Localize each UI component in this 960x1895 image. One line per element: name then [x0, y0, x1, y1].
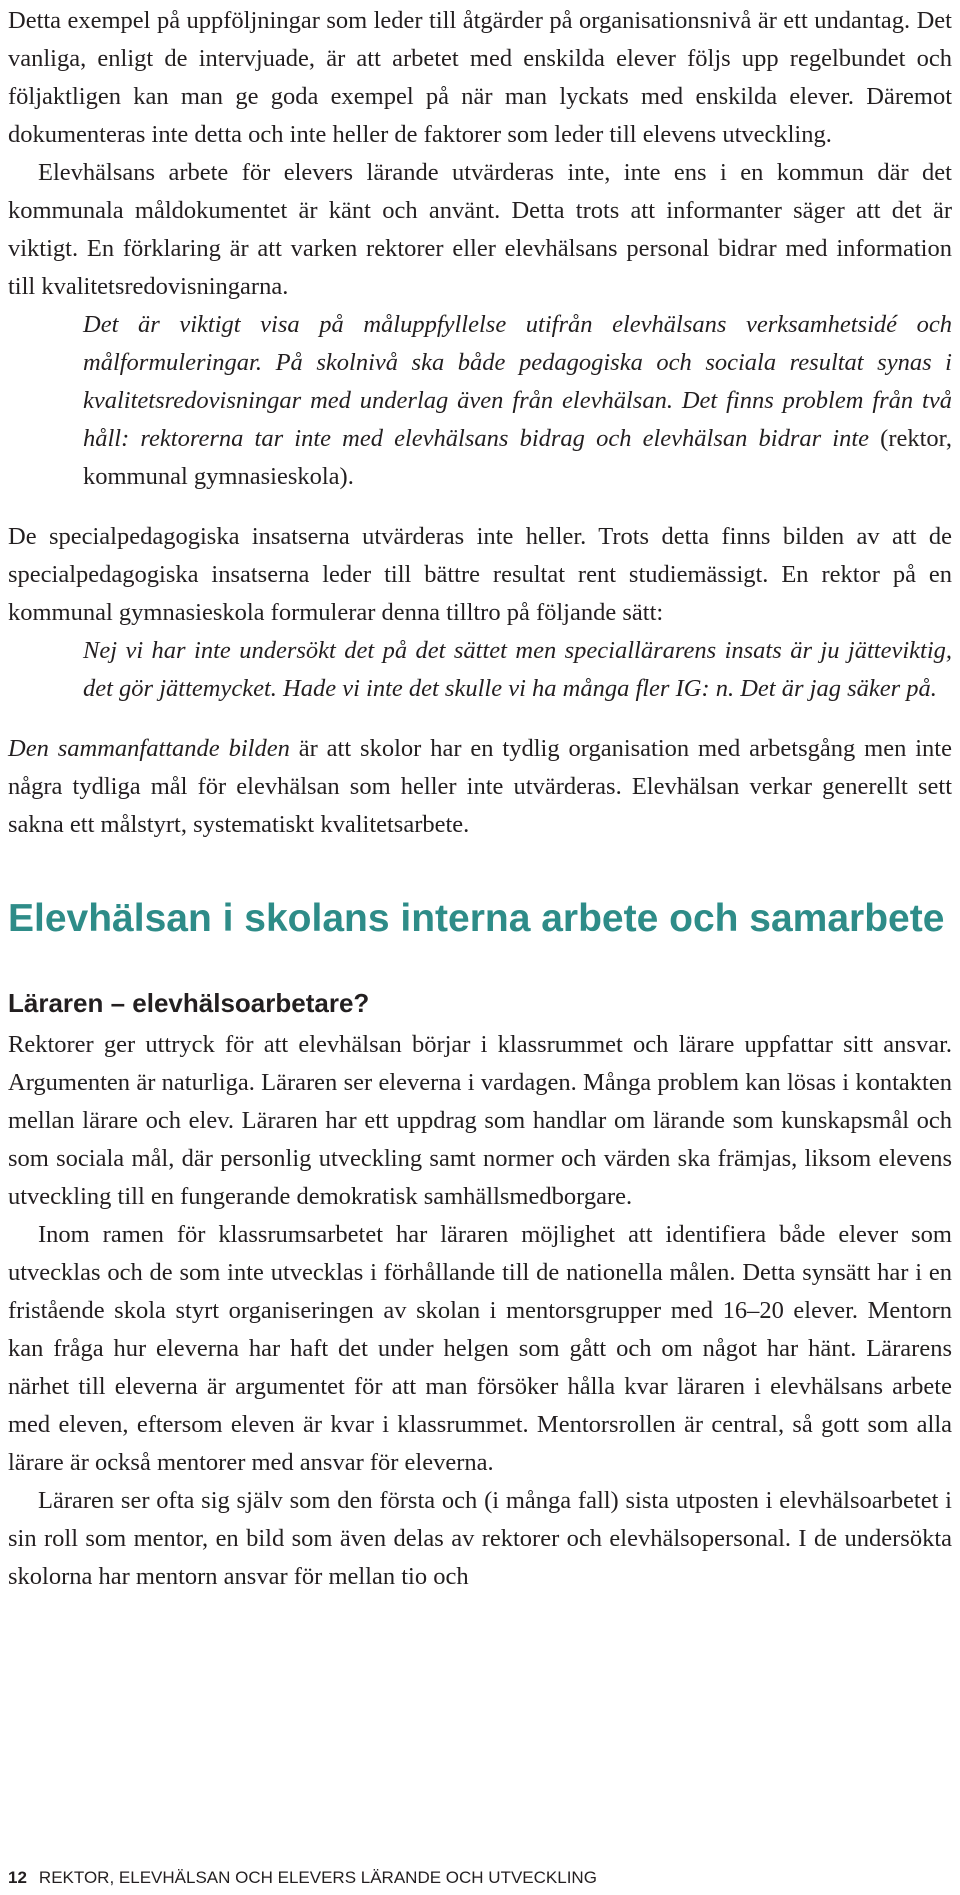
document-page [8, 0, 952, 1596]
block-quote-rektor [8, 306, 952, 496]
paragraph-special-education: De specialpedagogiska insatserna utvärderas inte heller. Trots detta finns bilden av att de specialpedagogiska insatserna leder till bättre resultat rent studiemässigt. En rektor på en kommunal gymnasieskola formulerar denna tilltro på följande sätt: [8, 523, 952, 626]
paragraph-classroom-work: Inom ramen för klassrumsarbetet har läraren möjlighet att identifiera både elever som utvecklas och de som inte utvecklas i förhållande till de nationella målen. Detta synsätt har i en fristående skola styrt organiseringen av skolan i mentorsgrupper med 16–20 elever. Mentorn kan fråga hur eleverna har haft det under helgen som gått och om något har hänt. Lärarens närhet till eleverna är argumentet för att man försöker hålla kvar läraren i elevhälsans arbete med eleven, eftersom eleven är kvar i klassrummet. Mentorsrollen är central, så gott som alla lärare är också mentorer med ansvar för eleverna. [8, 1221, 952, 1476]
summary-text: är att skolor har en tydlig organisation med arbetsgång men inte några tydliga mål för elevhälsan som heller inte utvärderas. Elevhälsan verkar generellt sett sakna ett målstyrt, systematiskt kvalitetsarbete. [8, 735, 952, 838]
page-footer [8, 1868, 597, 1888]
block-quote-special-teacher: Nej vi har inte undersökt det på det sättet men speciallärarens insats är ju jätteviktig, det gör jättemycket. Hade vi inte det skulle vi ha många fler IG: n. Det är jag säker på. [83, 637, 952, 702]
running-title: REKTOR, ELEVHÄLSAN OCH ELEVERS LÄRANDE OCH UTVECKLING [38, 1868, 597, 1887]
paragraph-followup-exception: Detta exempel på uppföljningar som leder till åtgärder på organisationsnivå är ett undantag. Det vanliga, enligt de intervjuade, är att arbetet med enskilda elever följs upp regelbundet och följaktligen kan man ge goda exempel på när man lyckats med enskilda elever. Däremot dokumenteras inte detta och inte heller de faktorer som leder till elevens utveckling. [8, 7, 952, 148]
summary-emphasis: Den sammanfattande bilden [8, 735, 290, 762]
paragraph-summary [8, 730, 952, 844]
quote-source: (rektor, kommunal gymnasieskola). [83, 425, 952, 490]
page-number: 12 [8, 1868, 27, 1887]
paragraph-teacher-responsibility: Rektorer ger uttryck för att elevhälsan börjar i klassrummet och lärare uppfattar sitt ansvar. Argumenten är naturliga. Läraren ser eleverna i vardagen. Många problem kan lösas i kontakten mellan lärare och elev. Läraren har ett uppdrag som handlar om lärande som kunskapsmål och som sociala mål, där personlig utveckling samt normer och värden ska främjas, liksom elevens utveckling till en fungerande demokratisk samhällsmedborgare. [8, 1031, 952, 1210]
subsection-heading: Läraren – elevhälsoarbetare? [8, 988, 370, 1018]
paragraph-evaluation: Elevhälsans arbete för elevers lärande utvärderas inte, inte ens i en kommun där det kommunala måldokumentet är känt och använt. Detta trots att informanter säger att det är viktigt. En förklaring är att varken rektorer eller elevhälsans personal bidrar med information till kvalitetsredovisningarna. [8, 159, 952, 300]
quote-text: Det är viktigt visa på måluppfyllelse utifrån elevhälsans verksamhetsidé och målformuleringar. På skolnivå ska både pedagogiska och sociala resultat synas i kvalitetsredovisningar med underlag även från elevhälsan. Det finns problem från två håll: rektorerna tar inte med elevhälsans bidrag och elevhälsan bidrar inte [83, 311, 952, 452]
section-heading: Elevhälsan i skolans interna arbete och samarbete [8, 897, 945, 940]
paragraph-mentor-role: Läraren ser ofta sig själv som den första och (i många fall) sista utposten i elevhälsoarbetet i sin roll som mentor, en bild som även delas av rektorer och elevhälsopersonal. I de undersökta skolorna har mentorn ansvar för mellan tio och [8, 1487, 952, 1590]
